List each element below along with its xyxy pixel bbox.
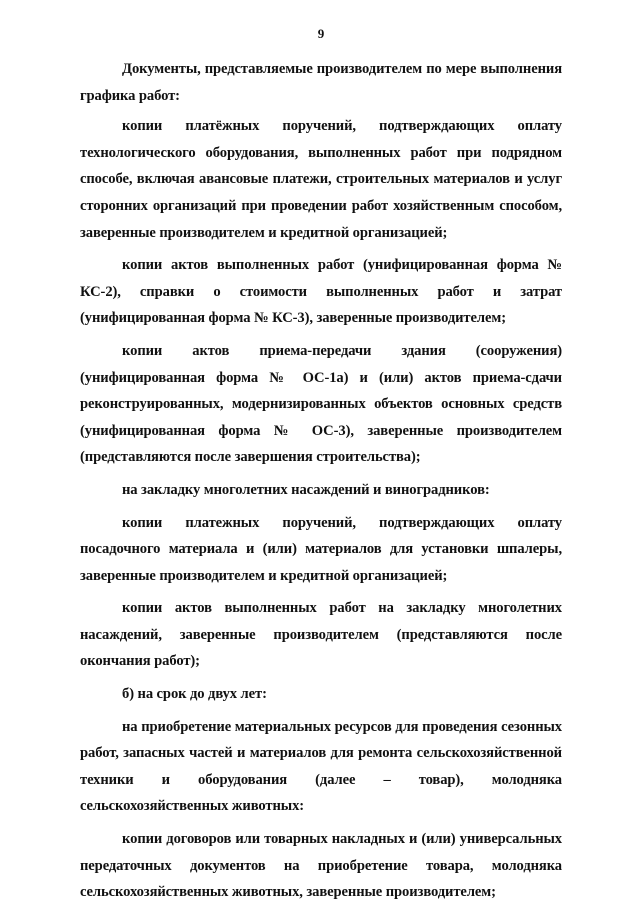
paragraph-intro: Документы, представляемые производителем по мере выполнения графика работ:: [80, 61, 562, 104]
page-number: 9: [317, 26, 325, 41]
paragraph-payment-orders: копии платёжных поручений, подтверждающих оплату технологического оборудования, выполненных работ при подрядном способе, включая авансовые платежи, строительных материалов и услуг сторонних организаций при проведении работ хозяйственным способом, заверенные производителем и кредитной организацией;: [80, 118, 562, 241]
paragraph-two-years: б) на срок до двух лет:: [122, 686, 267, 703]
paragraph-acts-os1a: копии актов приема-передачи здания (сооружения) (унифицированная форма № ОС-1а) и (или) актов приема-сдачи реконструированных, модернизированных объектов основных средств (унифицированная форма № ОС-3), заверенные производителем (представляются после завершения строительства);: [80, 342, 562, 466]
paragraph-acts-ks2: копии актов выполненных работ (унифицированная форма № КС-2), справки о стоимости выполненных работ и затрат (унифицированная форма № КС-3), заверенные производителем;: [80, 257, 562, 327]
paragraph-perennial-acts: копии актов выполненных работ на закладку многолетних насаждений, заверенные производителем (представляются после окончания работ);: [80, 600, 562, 670]
paragraph-perennial-heading: на закладку многолетних насаждений и виноградников:: [122, 481, 490, 498]
paragraph-contracts: копии договоров или товарных накладных и (или) универсальных передаточных документов на приобретение товара, молодняка сельскохозяйственных животных, заверенные производителем;: [80, 831, 562, 901]
paragraph-planting-material: копии платежных поручений, подтверждающих оплату посадочного материала и (или) материалов для установки шпалеры, заверенные производителем и кредитной организацией;: [80, 514, 562, 584]
paragraph-material-resources: на приобретение материальных ресурсов для проведения сезонных работ, запасных частей и материалов для ремонта сельскохозяйственной техники и оборудования (далее – товар), молодняка сельскохозяйственных животных:: [80, 718, 562, 815]
